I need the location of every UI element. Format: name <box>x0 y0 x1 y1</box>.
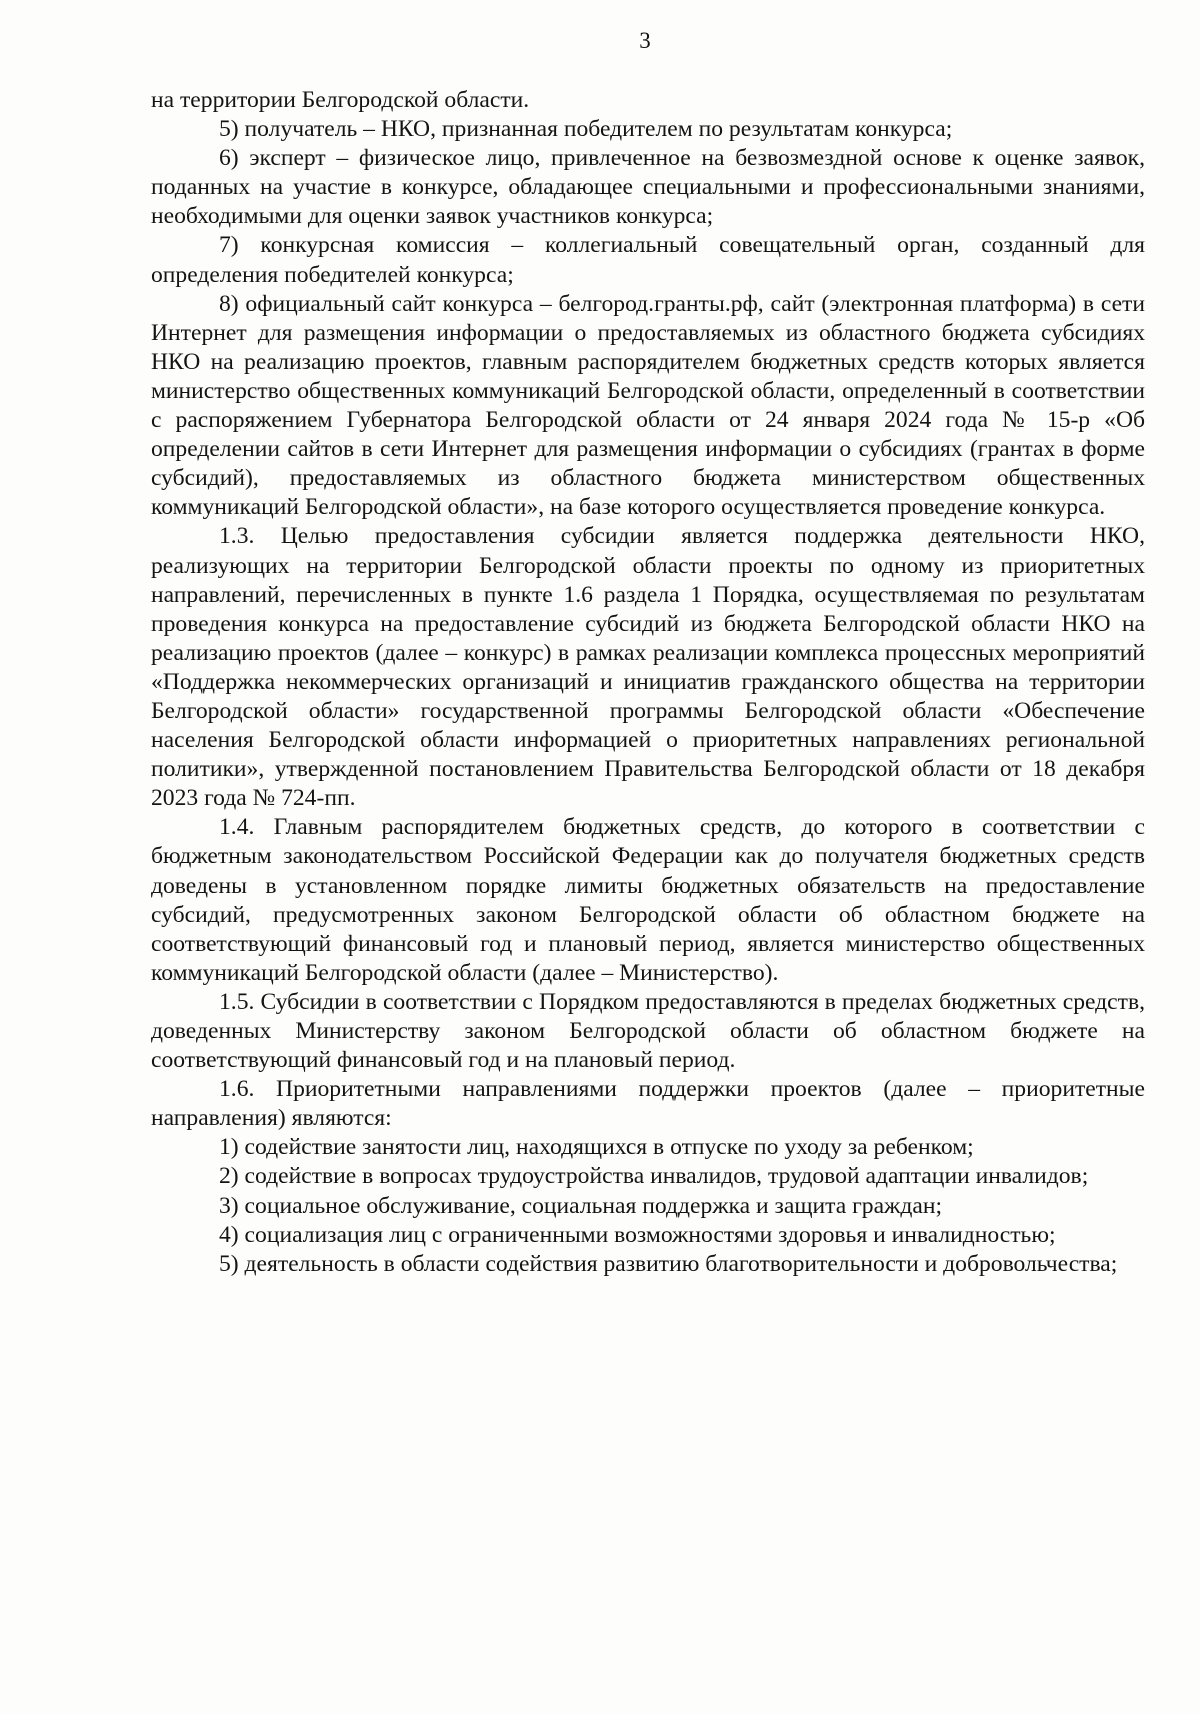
list-item-1: 1) содействие занятости лиц, находящихся в отпуске по уходу за ребенком; <box>219 1134 974 1161</box>
paragraph-definition-6: 6) эксперт – физическое лицо, привлеченное на безвозмездной основе к оценке заявок, поданных на участие в конкурсе, обладающее специальными и профессиональными знаниями, необходимыми для оценки заявок участников конкурса; <box>151 145 1145 230</box>
list-item-3: 3) социальное обслуживание, социальная поддержка и защита граждан; <box>219 1192 943 1219</box>
paragraph-continuation: на территории Белгородской области. <box>151 87 530 113</box>
paragraph-1-6: 1.6. Приоритетными направлениями поддержки проектов (далее – приоритетные направления) являются: <box>151 1076 1145 1132</box>
paragraph-1-4: 1.4. Главным распорядителем бюджетных средств, до которого в соответствии с бюджетным законодательством Российской Федерации как до получателя бюджетных средств доведены в установленном порядке лимиты бюджетных обязательств на предоставление субсидий, предусмотренных законом Белгородской области об областном бюджете на соответствующий финансовый год и плановый период, является министерство общественных коммуникаций Белгородской области (далее – Министерство). <box>151 814 1145 986</box>
list-item-4: 4) социализация лиц с ограниченными возможностями здоровья и инвалидностью; <box>219 1221 1056 1248</box>
document-body <box>151 86 1145 1279</box>
page-number: 3 <box>639 28 651 53</box>
paragraph-definition-5: 5) получатель – НКО, признанная победителем по результатам конкурса; <box>219 116 953 143</box>
paragraph-definition-7: 7) конкурсная комиссия – коллегиальный совещательный орган, созданный для определения победителей конкурса; <box>151 232 1145 288</box>
list-item-5: 5) деятельность в области содействия развитию благотворительности и добровольчества; <box>219 1250 1118 1277</box>
list-item-2: 2) содействие в вопросах трудоустройства инвалидов, трудовой адаптации инвалидов; <box>219 1163 1089 1190</box>
paragraph-1-5: 1.5. Субсидии в соответствии с Порядком предоставляются в пределах бюджетных средств, доведенных Министерству законом Белгородской области об областном бюджете на соответствующий финансовый год и на плановый период. <box>151 988 1145 1074</box>
paragraph-definition-8: 8) официальный сайт конкурса – белгород.гранты.рф, сайт (электронная платформа) в сети Интернет для размещения информации о предоставляемых из областного бюджета субсидиях НКО на реализацию проектов, главным распорядителем бюджетных средств которых является министерство общественных коммуникаций Белгородской области, определенный в соответствии с распоряжением Губернатора Белгородской области от 24 января 2024 года № 15-р «Об определении сайтов в сети Интернет для размещения информации о субсидиях (грантах в форме субсидий), предоставляемых из областного бюджета министерством общественных коммуникаций Белгородской области», на базе которого осуществляется проведение конкурса. <box>151 290 1145 521</box>
paragraph-1-3: 1.3. Целью предоставления субсидии является поддержка деятельности НКО, реализующих на территории Белгородской области проекты по одному из приоритетных направлений, перечисленных в пункте 1.6 раздела 1 Порядка, осуществляемая по результатам проведения конкурса на предоставление субсидий из бюджета Белгородской области НКО на реализацию проектов (далее – конкурс) в рамках реализации комплекса процессных мероприятий «Поддержка некоммерческих организаций и инициатив гражданского общества на территории Белгородской области» государственной программы Белгородской области «Обеспечение населения Белгородской области информацией о приоритетных направлениях региональной политики», утвержденной постановлением Правительства Белгородской области от 18 декабря 2023 года № 724-пп. <box>151 523 1145 812</box>
